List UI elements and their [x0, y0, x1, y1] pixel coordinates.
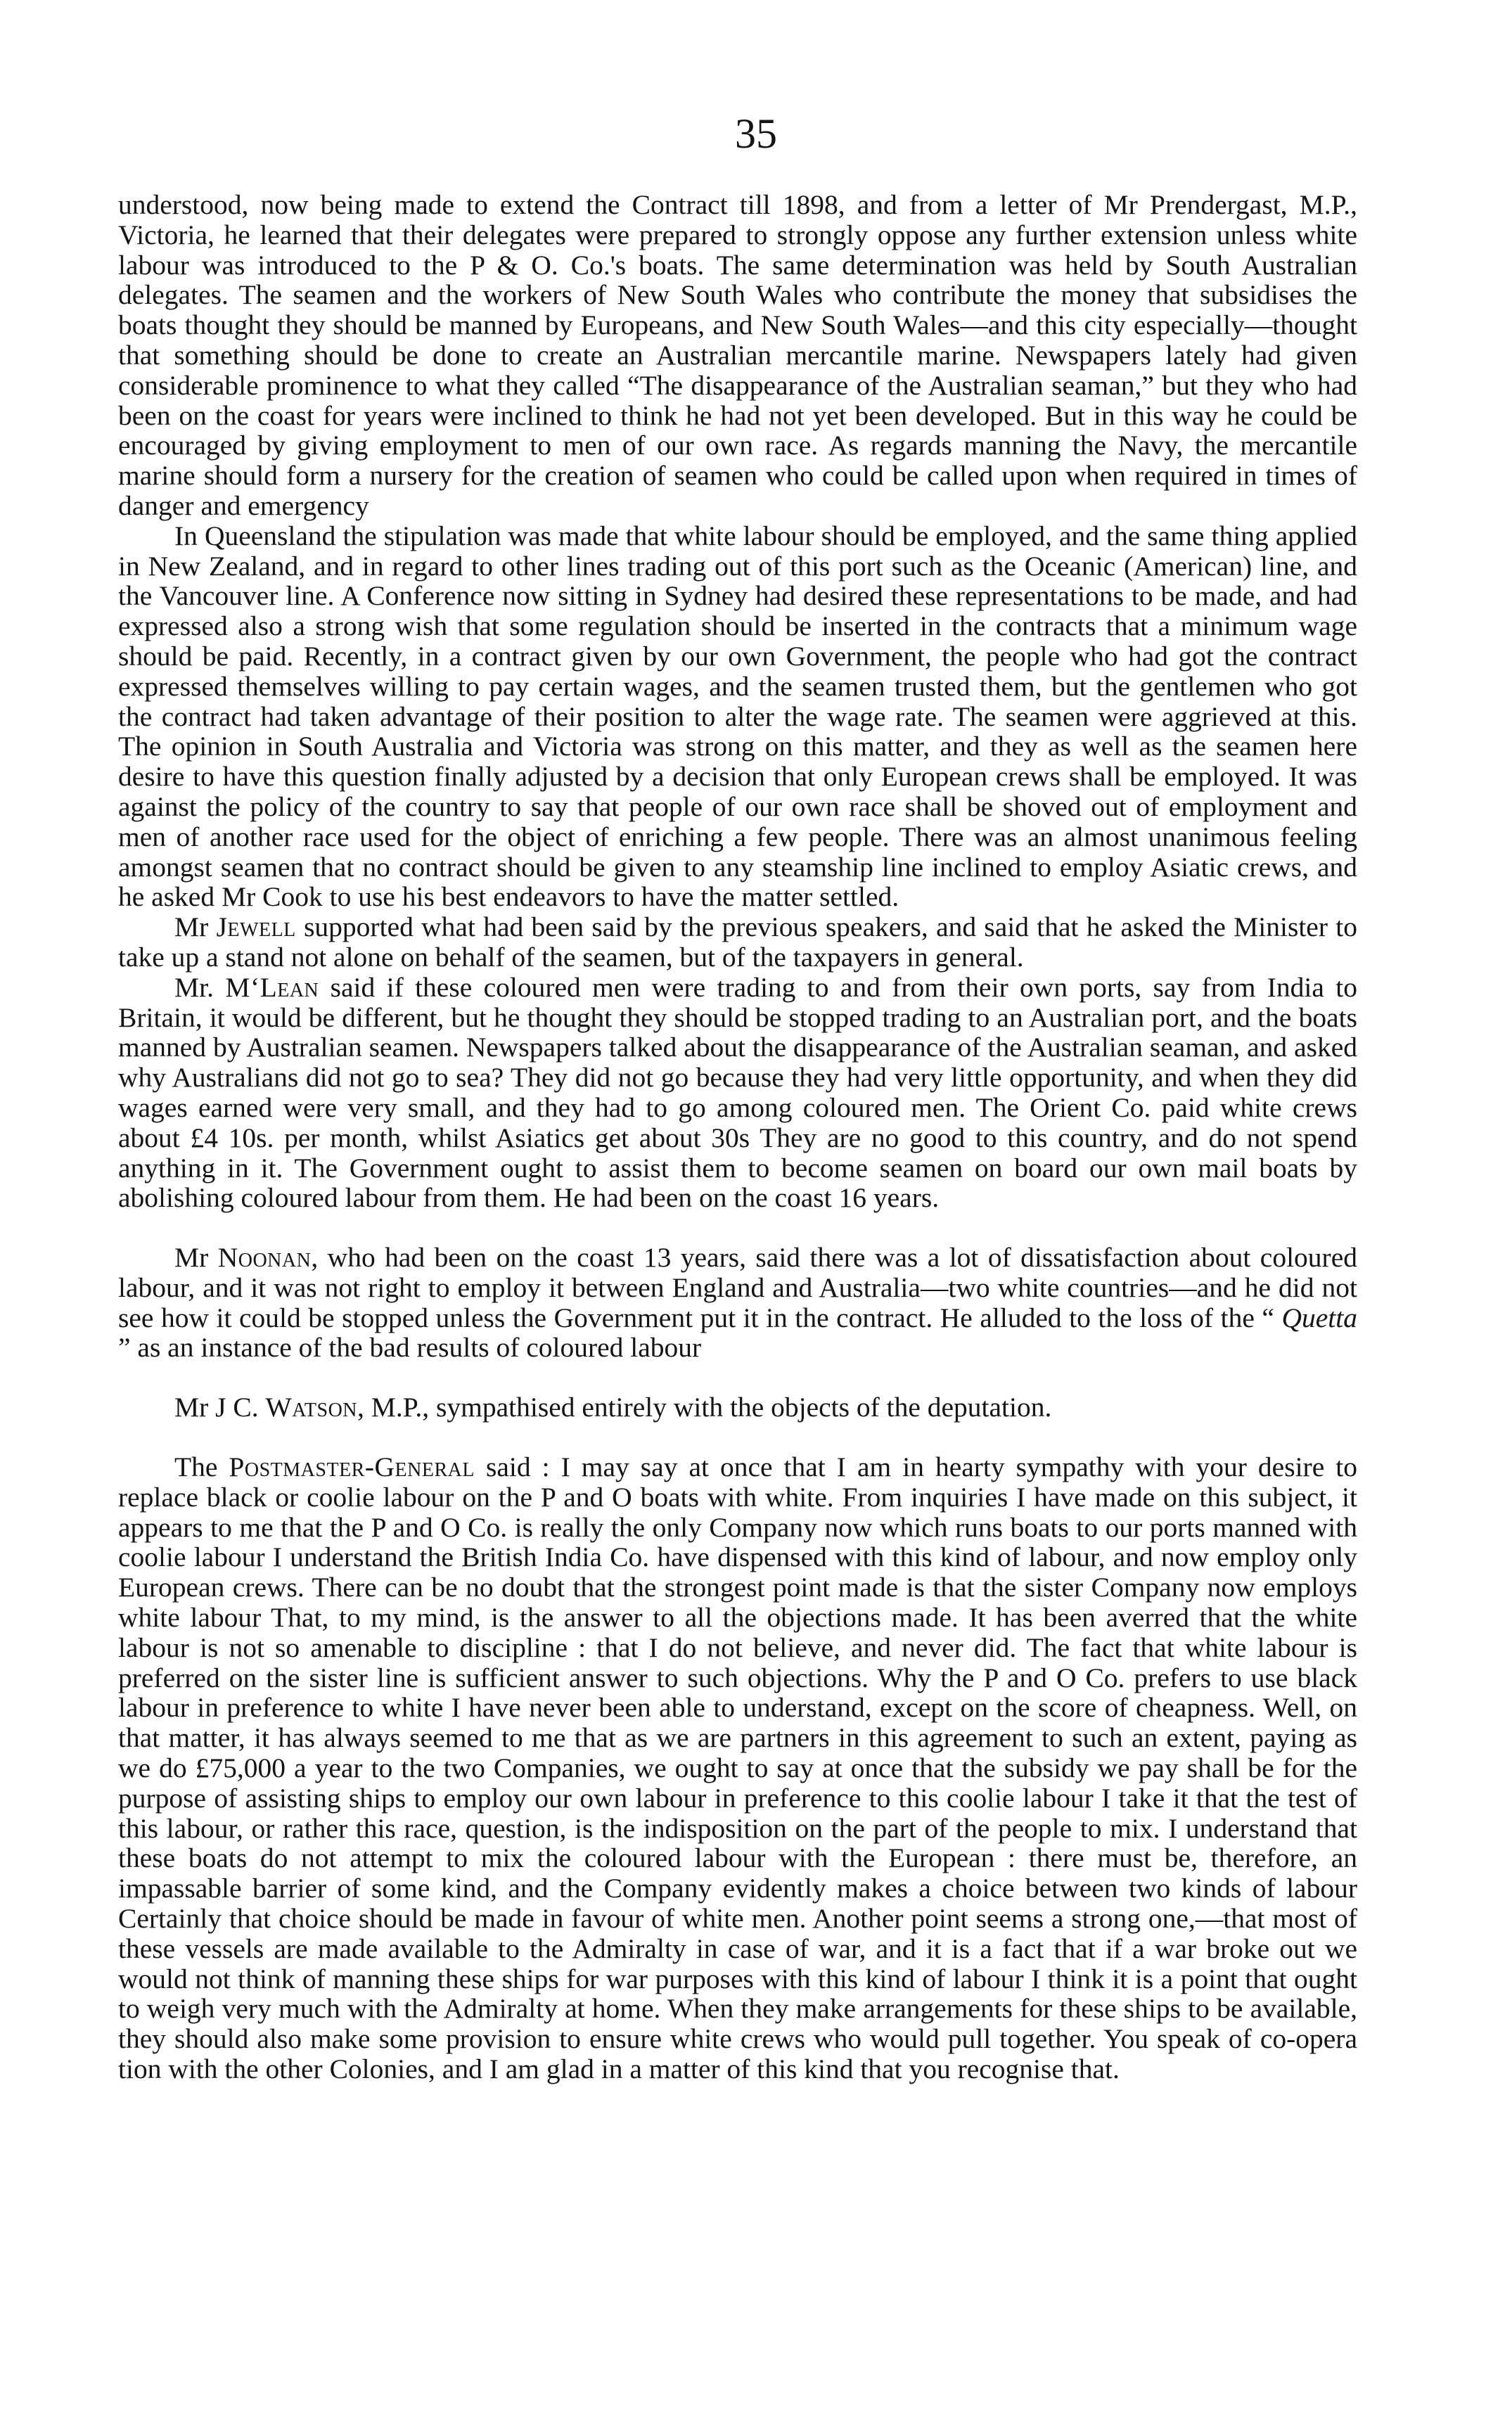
text-run: , M.P., sympathised entirely with the objects of the deputation. [357, 1392, 1052, 1423]
paragraph-mlean [118, 973, 1357, 1213]
speaker-name: Jewell [216, 911, 296, 943]
paragraph-watson [118, 1392, 1357, 1423]
text-run: Mr. [174, 971, 226, 1003]
speaker-name: M‘Lean [225, 971, 319, 1003]
text-run: Mr [174, 911, 217, 943]
speaker-name: Noonan [217, 1242, 312, 1274]
text-run: Mr [174, 1242, 218, 1274]
text-run: ” as an instance of the bad results of coloured labour [118, 1332, 702, 1364]
speaker-name: Postmaster-General [229, 1451, 475, 1483]
text-run: Mr J C. [174, 1392, 266, 1423]
text-run: In Queensland the stipulation was made that white labour should be employed, and the same thing applied in New Zealand, and in regard to other lines trading out of this port such as the Oceanic (American) line, and the Vancouver line. A Conference now sitting in Sydney had desired these representations to be made, and had expressed also a strong wish that some regulation should be inserted in the contracts that a minimum wage should be paid. Recently, in a contract given by our own Government, the people who had got the contract expressed themselves willing to pay certain wages, and the seamen trusted them, but the gentlemen who got the contract had taken advantage of their position to alter the wage rate. The seamen were aggrieved at this. The opinion in South Australia and Victoria was strong on this matter, and they as well as the seamen here desire to have this question finally adjusted by a decision that only European crews shall be employed. It was against the policy of the country to say that people of our own race shall be shoved out of employment and men of another race used for the object of enriching a few people. There was an almost unanimous feeling amongst seamen that no contract should be given to any steamship line inclined to employ Asiatic crews, and he asked Mr Cook to use his best endeavors to have the matter settled. [118, 520, 1357, 913]
paragraph-queensland [118, 521, 1357, 912]
text-run: understood, now being made to extend the Contract till 1898, and from a letter of Mr Prendergast, M.P., Victoria, he learned that their delegates were prepared to strongly oppose any further extension unless white labour was introduced to the P & O. Co.'s boats. The same determination was held by South Australian delegates. The seamen and the workers of New South Wales who contribute the money that subsidises the boats thought they should be manned by Europeans, and New South Wales—and this city especially—thought that something should be done to create an Australian mercantile marine. Newspapers lately had given considerable prominence to what they called “The disappearance of the Australian seaman,” but they who had been on the coast for years were inclined to think he had not yet been developed. But in this way he could be encouraged by giving employment to men of our own race. As regards manning the Navy, the mercantile marine should form a nursery for the creation of seamen who could be called upon when required in times of danger and emergency [118, 189, 1357, 521]
body-text [118, 190, 1357, 2084]
ship-name: Quetta [1281, 1302, 1357, 1333]
text-run: said : I may say at once that I am in hearty sympathy with your desire to replace black or coolie labour on the P and O boats with white. From inquiries I have made on this subject, it appears to me that the P and O Co. is really the only Company now which runs boats to our ports manned with coolie labour I understand the British India Co. have dispensed with this kind of labour, and now employ only European crews. There can be no doubt that the strongest point made is that the sister Company now employs white labour That, to my mind, is the answer to all the objections made. It has been averred that the white labour is not so amenable to discipline : that I do not believe, and never did. The fact that white labour is preferred on the sister line is sufficient answer to such objections. Why the P and O Co. prefers to use black labour in preference to white I have never been able to understand, except on the score of cheapness. Well, on that matter, it has always seemed to me that as we are partners in this agreement to such an extent, paying as we do £75,000 a year to the two Companies, we ought to say at once that the subsidy we pay shall be for the purpose of assisting ships to employ our own labour in preference to this coolie labour I take it that the test of this labour, or rather this race, question, is the indisposition on the part of the people to mix. I understand that these boats do not attempt to mix the coloured labour with the European : there must be, therefore, an impassable barrier of some kind, and the Company evidently makes a choice between two kinds of labour Certainly that choice should be made in favour of white men. Another point seems a strong one,—that most of these vessels are made available to the Admiralty in case of war, and it is a fact that if a war broke out we would not think of manning these ships for war purposes with this kind of labour I think it is a point that ought to weigh very much with the Admiralty at home. When they make arrangements for these ships to be available, they should also make some provision to ensure white crews who would pull together. You speak of co-opera tion with the other Colonies, and I am glad in a matter of this kind that you recognise that. [118, 1451, 1357, 2085]
paragraph-noonan [118, 1243, 1357, 1363]
paragraph-postmaster-general [118, 1452, 1357, 2084]
text-run: The [174, 1451, 229, 1483]
text-run: supported what had been said by the previous speakers, and said that he asked the Minister to take up a stand not alone on behalf of the seamen, but of the taxpayers in general. [118, 911, 1357, 973]
text-run: , who had been on the coast 13 years, said there was a lot of dissatisfaction about coloured labour, and it was not right to employ it between England and Australia—two white countries—and he did not see how it could be stopped unless the Government put it in the contract. He alluded to the loss of the “ [118, 1242, 1357, 1333]
text-run: said if these coloured men were trading to and from their own ports, say from India to Britain, it would be different, but he thought they should be stopped trading to an Australian port, and the boats manned by Australian seamen. Newspapers talked about the disappearance of the Australian seaman, and asked why Australians did not go to sea? They did not go because they had very little opportunity, and when they did wages earned were very small, and they had to go among coloured men. The Orient Co. paid white crews about £4 10s. per month, whilst Asiatics get about 30s They are no good to this country, and do not spend anything in it. The Government ought to assist them to become seamen on board our own mail boats by abolishing coloured labour from them. He had been on the coast 16 years. [118, 971, 1357, 1214]
paragraph-jewell [118, 912, 1357, 973]
paragraph-continuation [118, 190, 1357, 521]
speaker-name: Watson [265, 1392, 358, 1423]
page-number: 35 [735, 110, 777, 157]
